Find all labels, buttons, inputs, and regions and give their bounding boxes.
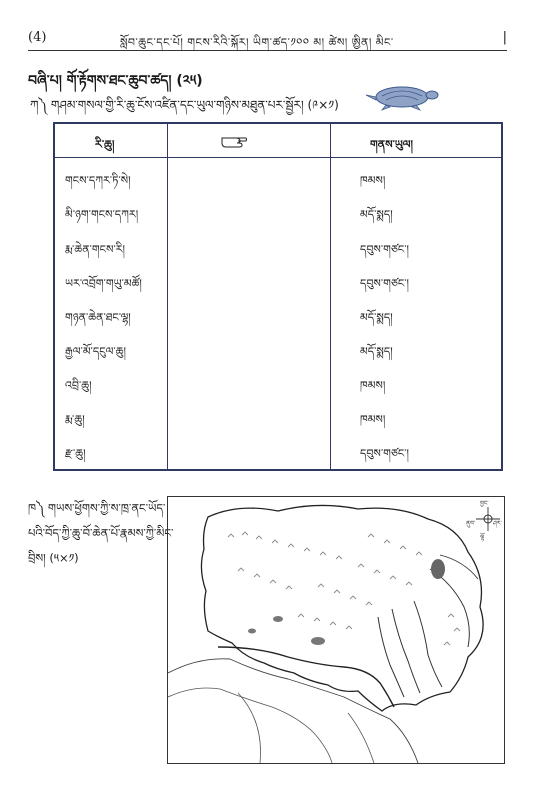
header-cell-name: རི་ཆུ། [95, 138, 115, 151]
page-title: སློབ་ཆུང་དང་པོ། གངས་རིའི་སྐོར། ཡིག་ཚད་༡༠༠ མ། ཚེས། ཨྱིན། མིང་ [120, 36, 394, 49]
header-cell-location: གནས་ཡུལ། [370, 138, 413, 151]
table-cell-location: མདོ་སྨད། [360, 345, 393, 358]
question-1-text: ཀ༽ གཤམ་གསལ་གྱི་རི་ཆུ་ངོས་འཛིན་དང་ཡུལ་གཉིས་མཐུན་པར་སྦྱོར། (༩×༡) [30, 98, 339, 112]
table-cell-name: མི་ཉག་གངས་དཀར། [65, 208, 139, 221]
header-divider [28, 50, 507, 51]
table-cell-location: མདོ་སྨད། [360, 208, 393, 221]
mountain-ranges [228, 532, 460, 645]
table-divider [167, 124, 168, 469]
table-cell-location: དབུས་གཙང་། [360, 243, 409, 256]
lake [273, 616, 283, 622]
section-heading: བཞི་པ། གོ་རྟོགས་ཐང་ཆུབ་ཚད། (༢༥) [28, 73, 203, 89]
table-cell-name: གངས་དཀར་ཏི་སེ། [65, 174, 131, 187]
river [414, 601, 442, 687]
table-cell-location: ཁམས། [360, 413, 386, 426]
map-drawing [168, 497, 504, 763]
question-2-text: ཁ༽ གཡས་ཕྱོགས་ཀྱི་ས་ཁྲ་ནང་ཡོད་པའི་བོད་ཀྱི་ཆུ་བོ་ཆེན་པོ་རྣམས་ཀྱི་མིང་བྲིས། (༥×༡) [28, 501, 174, 565]
table-cell-location: ཁམས། [360, 174, 386, 187]
lake [311, 637, 325, 645]
table-divider [330, 124, 331, 469]
table-cell-name: རྒྱལ་མོ་དངུལ་ཆུ། [65, 345, 126, 358]
table-divider [55, 157, 501, 158]
table-cell-name: རྨ་ཆུ། [65, 413, 85, 426]
compass-north-label: བྱང་ [480, 500, 489, 507]
turtle-icon [362, 82, 440, 112]
table-cell-name: འབྲི་ཆུ། [65, 379, 92, 392]
compass-west-label: ནུབ་ [466, 520, 476, 527]
table-cell-name: རྫ་ཆུ། [65, 447, 86, 460]
river [430, 569, 469, 647]
page-number: (4) [28, 30, 47, 45]
river [392, 609, 420, 693]
table-cell-location: དབུས་གཙང་། [360, 277, 409, 290]
compass-icon [466, 500, 503, 542]
lake [248, 629, 256, 634]
table-cell-location: དབུས་གཙང་། [360, 447, 409, 460]
plateau-outline [201, 505, 483, 711]
table-cell-name: གཉན་ཆེན་ཐང་ལྷ། [65, 311, 131, 324]
compass-south-label: ལྷོ [480, 534, 485, 541]
table-cell-location: ཁམས། [360, 379, 386, 392]
matching-table [53, 122, 503, 471]
compass-east-label: ཤར་ [493, 520, 502, 527]
header-end-mark: | [502, 30, 507, 45]
table-cell-name: རྨ་ཆེན་གངས་རི། [65, 243, 125, 256]
page-header [28, 30, 507, 50]
pointing-hand-icon [220, 133, 248, 149]
tibet-map [167, 496, 505, 764]
lake [431, 559, 445, 579]
table-cell-name: ཡར་འབྲོག་གཡུ་མཚོ། [65, 277, 142, 290]
table-cell-location: མདོ་སྨད། [360, 311, 393, 324]
